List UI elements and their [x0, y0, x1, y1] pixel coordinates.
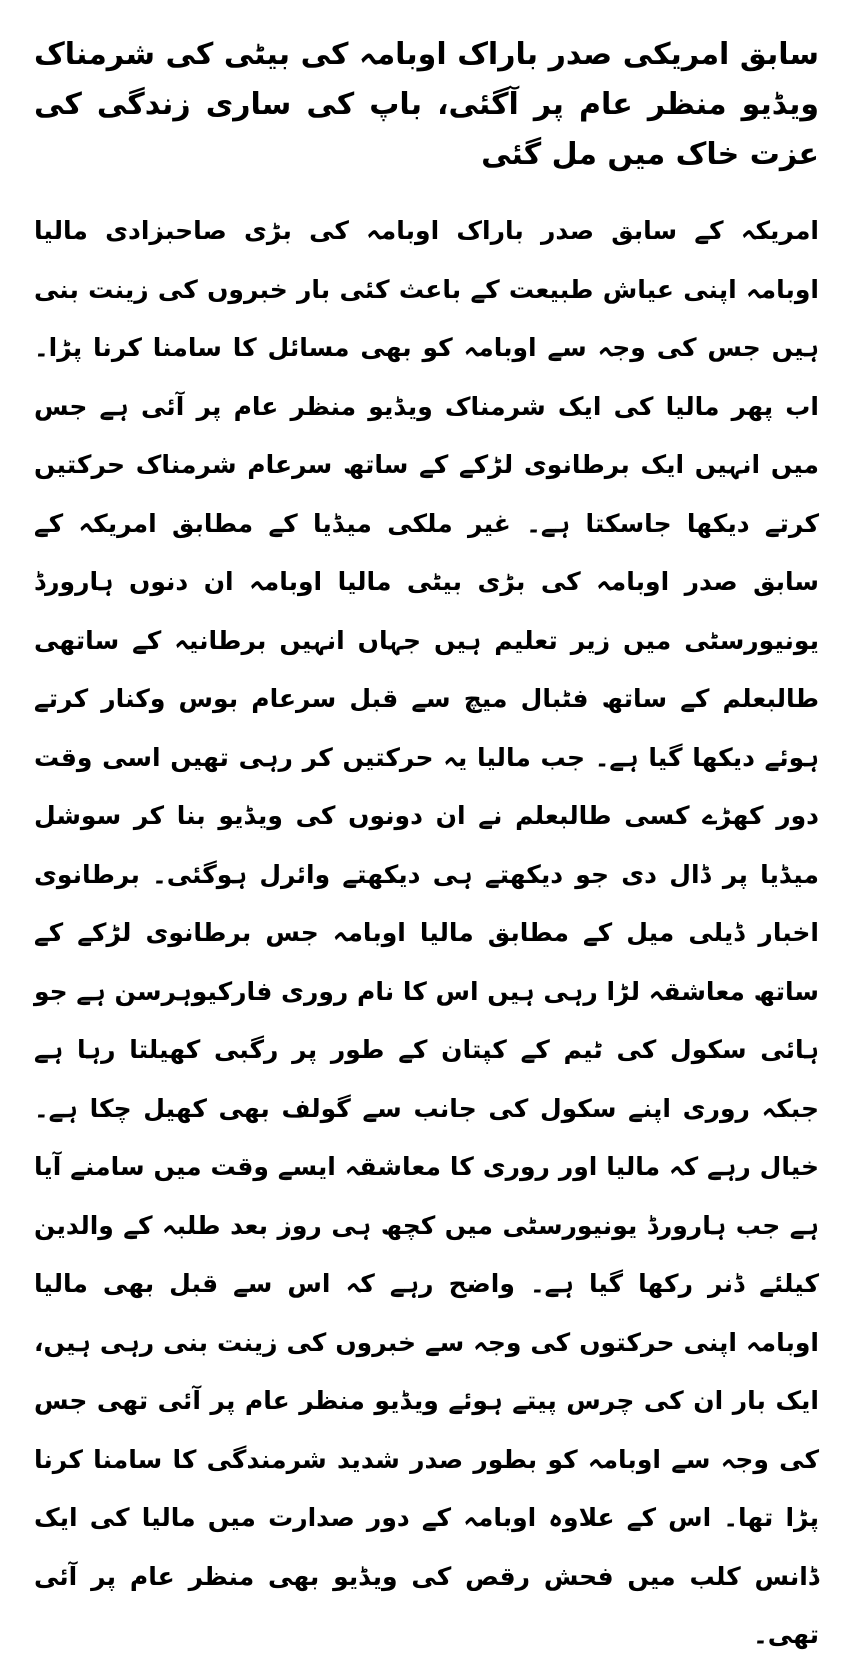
article-body: امریکہ کے سابق صدر باراک اوبامہ کی بڑی صاحبزادی مالیا اوبامہ اپنی عیاش طبیعت کے باعث کئی بار خبروں کی زینت بنی ہیں جس کی وجہ سے اوبامہ کو بھی مسائل کا سامنا کرنا پڑا۔ اب پھر مالیا کی ایک شرمناک ویڈیو منظر عام پر آئی ہے جس میں انہیں ایک برطانوی لڑکے کے ساتھ سرعام شرمناک حرکتیں کرتے دیکھا جاسکتا ہے۔ غیر ملکی میڈیا کے مطابق امریکہ کے سابق صدر اوبامہ کی بڑی بیٹی مالیا اوبامہ ان دنوں ہارورڈ یونیورسٹی میں زیر تعلیم ہیں جہاں انہیں برطانیہ کے ساتھی طالبعلم کے ساتھ فٹبال میچ سے قبل سرعام بوس وکنار کرتے ہوئے دیکھا گیا ہے۔ جب مالیا یہ حرکتیں کر رہی تھیں اسی وقت دور کھڑے کسی طالبعلم نے ان دونوں کی ویڈیو بنا کر سوشل میڈیا پر ڈال دی جو دیکھتے ہی دیکھتے وائرل ہوگئی۔ برطانوی اخبار ڈیلی میل کے مطابق مالیا اوبامہ جس برطانوی لڑکے کے ساتھ معاشقہ لڑا رہی ہیں اس کا نام روری فارکیوہرسن ہے جو ہائی سکول کی ٹیم کے کپتان کے طور پر رگبی کھیلتا رہا ہے جبکہ روری اپنے سکول کی جانب سے گولف بھی کھیل چکا ہے۔ خیال رہے کہ مالیا اور روری کا معاشقہ ایسے وقت میں سامنے آیا ہے جب ہارورڈ یونیورسٹی میں کچھ ہی روز بعد طلبہ کے والدین کیلئے ڈنر رکھا گیا ہے۔ واضح رہے کہ اس سے قبل بھی مالیا اوبامہ اپنی حرکتوں کی وجہ سے خبروں کی زینت بنی رہی ہیں، ایک بار ان کی چرس پیتے ہوئے ویڈیو منظر عام پر آئی تھی جس کی وجہ سے اوبامہ کو بطور صدر شدید شرمندگی کا سامنا کرنا پڑا تھا۔ اس کے علاوہ اوبامہ کے دور صدارت میں مالیا کی ایک ڈانس کلب میں فحش رقص کی ویڈیو بھی منظر عام پر آئی تھی۔ — [34, 216, 819, 1649]
article — [34, 30, 819, 1649]
article-headline: سابق امریکی صدر باراک اوبامہ کی بیٹی کی شرمناک ویڈیو منظر عام پر آگئی، باپ کی ساری زندگی کی عزت خاک میں مل گئی — [34, 37, 819, 172]
